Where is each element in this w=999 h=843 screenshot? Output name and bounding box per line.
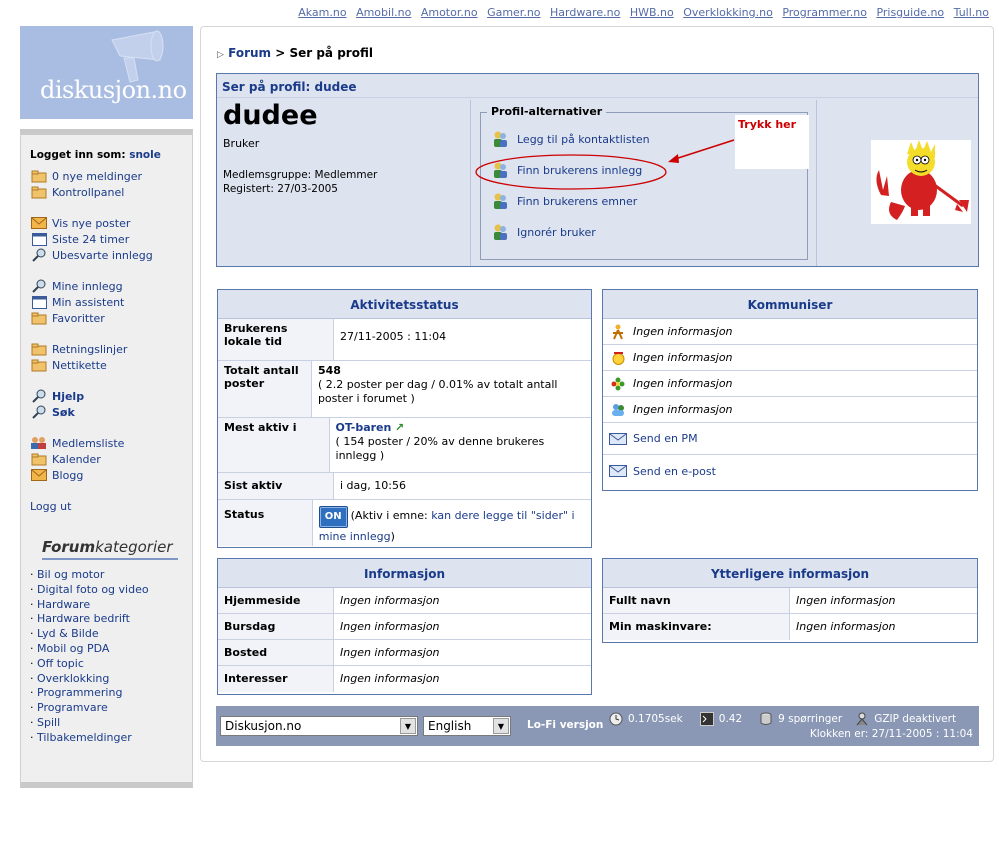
breadcrumb-arrow-icon: ▷: [217, 50, 224, 60]
most-active-label: Mest aktiv i: [218, 418, 330, 472]
users-icon: [30, 436, 48, 450]
link-amobil[interactable]: Amobil.no: [356, 6, 412, 19]
profile-registered: Registert: 27/03-2005: [223, 183, 338, 195]
status-label: Status: [218, 500, 313, 546]
mail-icon: [30, 216, 48, 230]
database-icon: [759, 712, 773, 726]
icq-value: Ingen informasjon: [633, 377, 733, 390]
find-user-topics-link[interactable]: Finn brukerens emner: [517, 194, 638, 208]
sidebar-item-control-panel[interactable]: Kontrollpanel: [52, 185, 125, 199]
activity-panel: Aktivitetsstatus Brukerens lokale tid 27/11-2005 : 11:04 Totalt antall poster 548 ( 2.2 poster per dag / 0.01% av totalt antall poster i forumet ) Mest aktiv i OT-baren ↗ ( 154 poster / 20% av denne brukeres innlegg ) Sist aktiv i dag, 10:56 Status ON (Aktiv i emne: kan dere legge til "sider" i mine innlegg): [217, 289, 592, 548]
local-time-label: Brukerens lokale tid: [218, 319, 334, 360]
homepage-value: Ingen informasjon: [340, 594, 440, 607]
category-link[interactable]: Digital foto og video: [37, 582, 149, 596]
hardware-value: Ingen informasjon: [796, 620, 896, 633]
folder-icon: [30, 311, 48, 325]
exec-time: 0.1705sek: [628, 713, 683, 725]
more-info-title: Ytterligere informasjon: [603, 559, 977, 588]
search-icon: [30, 279, 48, 293]
language-select[interactable]: English ▼: [423, 716, 511, 736]
calendar-icon: [30, 295, 48, 309]
link-tull[interactable]: Tull.no: [953, 6, 989, 19]
sidebar-menu: [20, 129, 193, 788]
sidebar-item-last-24h[interactable]: Siste 24 timer: [52, 232, 130, 246]
online-status-badge: ON: [319, 506, 348, 528]
sidebar: [20, 26, 193, 788]
yahoo-icon: [603, 351, 633, 365]
most-active-forum-link[interactable]: OT-baren: [335, 421, 392, 434]
find-user-posts-link[interactable]: Finn brukerens innlegg: [517, 163, 643, 177]
profile-options-legend: Profil-alternativer: [487, 105, 606, 118]
local-time-value: 27/11-2005 : 11:04: [334, 319, 452, 360]
breadcrumb-current: Ser på profil: [289, 46, 373, 60]
annotation-label: Trykk her: [735, 115, 809, 169]
profile-avatar-area: [818, 100, 978, 266]
profile-username: dudee: [223, 100, 318, 131]
mail-icon: [603, 433, 633, 445]
category-link[interactable]: Spill: [37, 715, 61, 729]
sidebar-item-search[interactable]: Søk: [52, 405, 75, 419]
chevron-down-icon: ▼: [493, 718, 509, 734]
main-content: [200, 26, 994, 762]
arrow-up-right-icon: ↗: [394, 421, 405, 434]
server-clock: Klokken er: 27/11-2005 : 11:04: [809, 728, 973, 740]
network-links: [292, 6, 989, 19]
birthday-label: Bursdag: [218, 614, 334, 639]
birthday-value: Ingen informasjon: [340, 620, 440, 633]
category-list: · Bil og motor · Digital foto og video · Hardware · Hardware bedrift · Lyd & Bilde · Mobil og PDA · Off topic · Overklokking · Programmering · Programvare · Spill · Tilbakemeldinger: [30, 568, 149, 744]
footer-bar: [216, 706, 979, 746]
hardware-label: Min maskinvare:: [603, 614, 790, 640]
chevron-down-icon: ▼: [400, 718, 416, 734]
location-value: Ingen informasjon: [340, 646, 440, 659]
sidebar-item-my-posts[interactable]: Mine innlegg: [52, 279, 123, 293]
search-icon: [30, 389, 48, 403]
sidebar-item-help[interactable]: Hjelp: [52, 389, 85, 403]
link-gamer[interactable]: Gamer.no: [487, 6, 541, 19]
search-icon: [30, 248, 48, 262]
sidebar-item-new-messages[interactable]: 0 nye meldinger: [52, 169, 143, 183]
link-overklokking[interactable]: Overklokking.no: [683, 6, 773, 19]
category-link[interactable]: Hardware bedrift: [37, 612, 130, 626]
aim-icon: [603, 324, 633, 340]
sidebar-item-guidelines[interactable]: Retningslinjer: [52, 342, 128, 356]
breadcrumb-forum[interactable]: Forum: [228, 46, 272, 60]
location-label: Bosted: [218, 640, 334, 665]
information-title: Informasjon: [218, 559, 591, 588]
full-name-label: Fullt navn: [603, 588, 790, 613]
lofi-version-link[interactable]: Lo-Fi versjon: [527, 719, 604, 731]
avatar: [871, 140, 971, 224]
information-panel: [217, 558, 592, 695]
skin-select[interactable]: Diskusjon.no ▼: [220, 716, 418, 736]
category-link[interactable]: Overklokking: [37, 671, 110, 685]
logged-in-line: Logget inn som: snole: [30, 149, 161, 161]
link-prisguide[interactable]: Prisguide.no: [876, 6, 945, 19]
sidebar-item-unanswered[interactable]: Ubesvarte innlegg: [52, 248, 153, 262]
link-amotor[interactable]: Amotor.no: [420, 6, 478, 19]
sidebar-item-my-assistant[interactable]: Min assistent: [52, 295, 125, 309]
icq-icon: [603, 377, 633, 391]
communicate-panel: [602, 289, 978, 491]
category-link[interactable]: Hardware: [37, 597, 91, 611]
mail-icon: [30, 468, 48, 482]
msn-value: Ingen informasjon: [633, 403, 733, 416]
profile-options: [472, 100, 817, 266]
category-link[interactable]: Programmering: [37, 686, 123, 700]
folder-icon: [30, 358, 48, 372]
clock-icon: [609, 712, 623, 726]
annotation-overlay: [472, 100, 817, 266]
profile-header: Ser på profil: dudee: [217, 74, 978, 98]
sidebar-item-netiquette[interactable]: Nettikette: [52, 358, 107, 372]
profile-identity: [217, 100, 471, 266]
folder-icon: [30, 452, 48, 466]
link-hwb[interactable]: HWB.no: [629, 6, 674, 19]
server-load: 0.42: [718, 713, 743, 725]
yahoo-value: Ingen informasjon: [633, 351, 733, 364]
total-posts-label: Totalt antall poster: [218, 361, 312, 417]
send-email-link[interactable]: Send en e-post: [633, 464, 716, 478]
activity-title: Aktivitetsstatus: [218, 290, 591, 319]
folder-icon: [30, 169, 48, 183]
send-pm-link[interactable]: Send en PM: [633, 432, 698, 445]
msn-icon: [603, 403, 633, 417]
category-link[interactable]: Tilbakemeldinger: [37, 730, 132, 744]
add-contact-link[interactable]: Legg til på kontaktlisten: [517, 132, 650, 146]
category-link[interactable]: Lyd & Bilde: [37, 627, 99, 641]
full-name-value: Ingen informasjon: [796, 594, 896, 607]
aim-value: Ingen informasjon: [633, 325, 733, 338]
active-topic-link[interactable]: kan dere legge til "sider" i mine innlegg: [318, 509, 575, 543]
profile-box: [216, 73, 979, 267]
logo-text: diskusjon.no: [40, 76, 187, 104]
more-info-panel: [602, 558, 978, 643]
sidebar-item-member-list[interactable]: Medlemsliste: [52, 436, 125, 450]
communicate-title: Kommuniser: [603, 290, 977, 319]
link-akam[interactable]: Akam.no: [298, 6, 347, 19]
link-programmer[interactable]: Programmer.no: [782, 6, 867, 19]
most-active-detail: ( 154 poster / 20% av denne brukeres innlegg ): [335, 435, 545, 462]
category-link[interactable]: Bil og motor: [37, 568, 105, 581]
folder-icon: [30, 342, 48, 356]
forum-categories-heading: Forumkategorier: [42, 538, 178, 560]
gzip-icon: [855, 712, 869, 726]
breadcrumb: ▷ Forum > Ser på profil: [217, 46, 373, 60]
interests-label: Interesser: [218, 666, 334, 692]
server-stats: [609, 712, 956, 726]
query-count: 9 spørringer: [778, 713, 843, 725]
sidebar-item-calendar[interactable]: Kalender: [52, 452, 101, 466]
interests-value: Ingen informasjon: [340, 672, 440, 685]
category-link[interactable]: Off topic: [37, 656, 84, 670]
last-active-label: Sist aktiv: [218, 473, 334, 499]
category-link[interactable]: Programvare: [37, 701, 108, 715]
sidebar-item-favorites[interactable]: Favoritter: [52, 311, 105, 325]
mail-icon: [603, 465, 633, 477]
last-active-value: i dag, 10:56: [334, 473, 412, 499]
homepage-label: Hjemmeside: [218, 588, 334, 613]
terminal-icon: [700, 712, 714, 726]
folder-icon: [30, 185, 48, 199]
total-posts-value: 548: [317, 364, 341, 377]
link-hardware[interactable]: Hardware.no: [550, 6, 621, 19]
category-link[interactable]: Mobil og PDA: [37, 641, 110, 655]
search-icon: [30, 405, 48, 419]
calendar-icon: [30, 232, 48, 246]
logout-link[interactable]: Logg ut: [30, 499, 72, 513]
sidebar-item-new-posts[interactable]: Vis nye poster: [52, 216, 131, 230]
sidebar-item-blog[interactable]: Blogg: [52, 468, 84, 482]
profile-title: Bruker: [223, 137, 260, 150]
total-posts-detail: ( 2.2 poster per dag / 0.01% av totalt antall poster i forumet ): [317, 378, 558, 405]
profile-group: Medlemsgruppe: Medlemmer: [223, 169, 378, 181]
ignore-user-link[interactable]: Ignorér bruker: [517, 225, 596, 239]
gzip-status: GZIP deaktivert: [874, 713, 957, 725]
username-link[interactable]: snole: [129, 149, 161, 161]
site-logo[interactable]: [20, 26, 193, 119]
